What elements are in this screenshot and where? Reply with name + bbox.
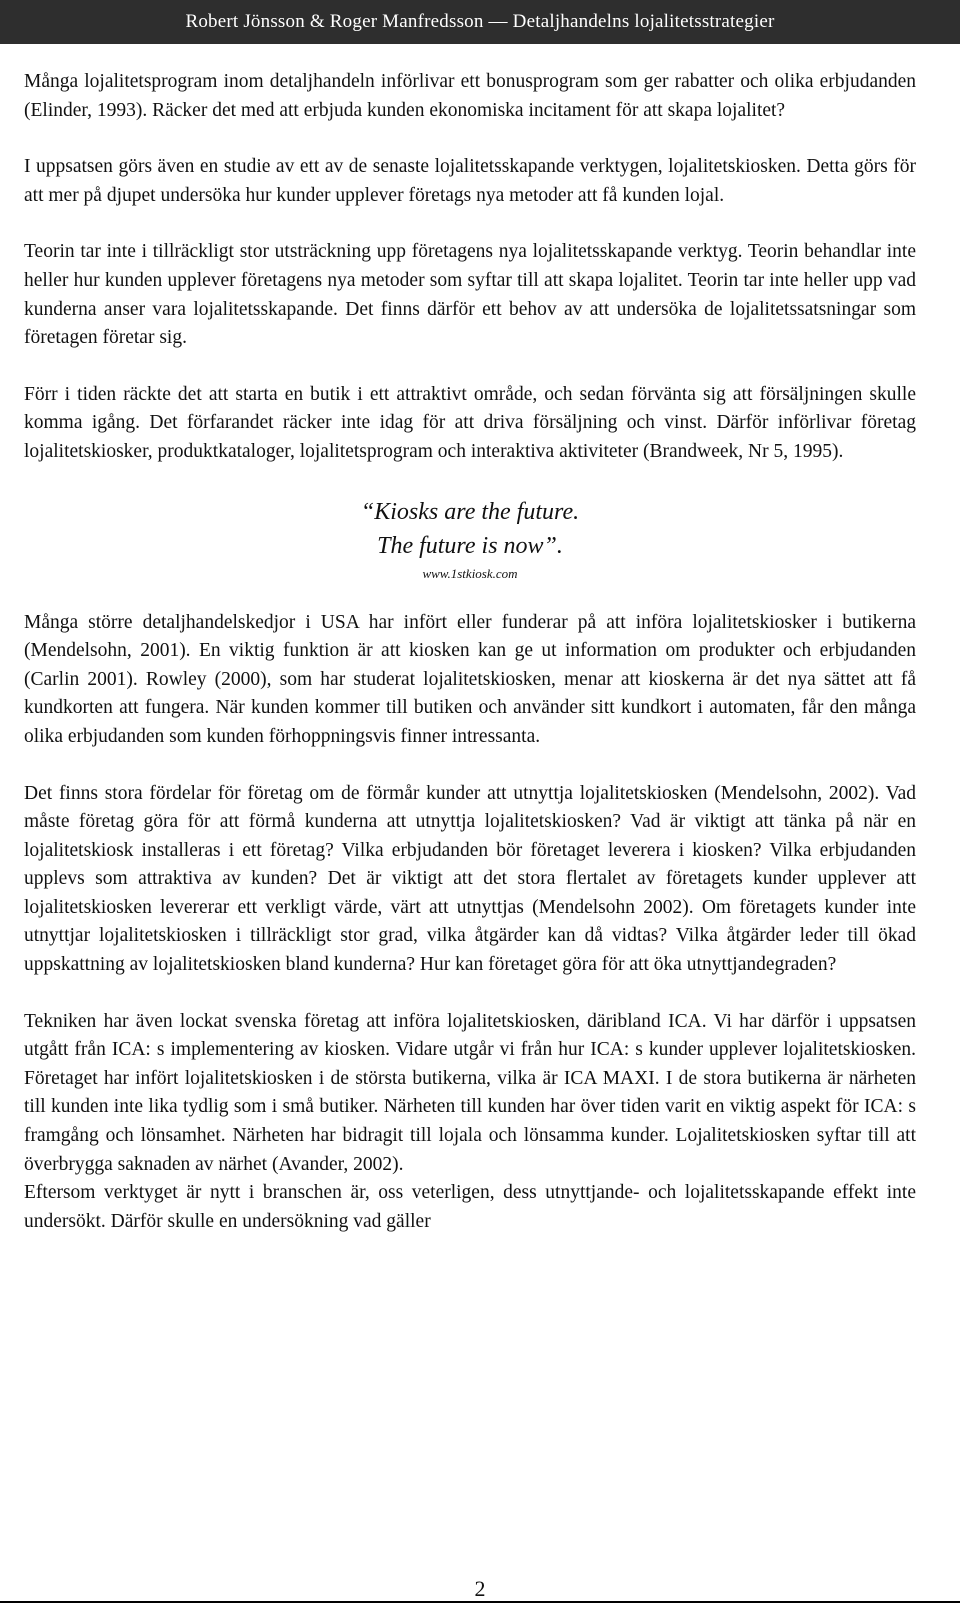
paragraph-usa-chains: Många större detaljhandelskedjor i USA har infört eller funderar på att införa lojalitetskiosker i butikerna (Mendelsohn, 2001). En viktig funktion är att kiosken kan ge ut information om produkter och erbjudanden (Carlin 2001). Rowley (2000), som har studerat lojalitetskiosken, menar att kioskerna är det nya sättet att få kundkorten att fungera. När kunden kommer till butiken och använder sitt kundkort i automaten, får den många olika erbjudanden som kunden förhoppningsvis finner intressanta. bbox=[24, 611, 916, 747]
paragraph-theory-gap: Teorin tar inte i tillräckligt stor utsträckning upp företagens nya lojalitetsskapande verktyg. Teorin behandlar inte heller hur kunden upplever företagens nya metoder som syftar till att skapa lojalitet. Teorin tar inte heller upp vad kunderna anser vara lojalitetsskapande. Det finns därför ett behov av att undersöka de lojalitetssatsningar som företagen företar sig. bbox=[24, 241, 916, 349]
paragraph-retail-history: Förr i tiden räckte det att starta en butik i ett attraktivt område, och sedan förvänta sig att försäljningen skulle komma igång. Det förfarandet räcker inte idag för att driva försäljning och vinst. Därför införlivar företag lojalitetskiosker, produktkataloger, lojalitetsprogram och interaktiva aktiviteter (Brandweek, Nr 5, 1995). bbox=[24, 383, 916, 462]
footer-rule bbox=[0, 1601, 960, 1603]
quote-line-1: “Kiosks are the future. bbox=[360, 498, 580, 525]
quote-source: www.1stkiosk.com bbox=[422, 565, 518, 581]
paragraph-kiosk-study: I uppsatsen görs även en studie av ett av de senaste lojalitetsskapande verktygen, lojalitetskiosken. Detta görs för att mer på djupet undersöka hur kunder upplever företags nya metoder att få kunden lojal. bbox=[24, 156, 916, 206]
paragraph-new-tool: Eftersom verktyget är nytt i branschen är, oss veterligen, dess utnyttjande- och lojalitetsskapande effekt inte undersökt. Därför skulle en undersökning vad gäller bbox=[24, 1182, 916, 1232]
paragraph-ica-implementation: Tekniken har även lockat svenska företag att införa lojalitetskiosken, däribland ICA. Vi har därför i uppsatsen utgått från ICA: s implementering av kiosken. Vidare utgår vi från hur ICA: s kunder upplever lojalitetskiosken. Företaget har infört lojalitetskiosken i de största butikerna, vilka är ICA MAXI. I de stora butikerna är närheten till kunden inte lika tydlig som i små butiker. Närheten till kunden har över tiden varit en viktig aspekt för ICA: s framgång och lönsamhet. Närheten har bidragit till lojala och lönsamma kunder. Lojalitetskiosken syftar till att överbrygga saknaden av närhet (Avander, 2002). bbox=[24, 1010, 916, 1175]
paragraph-bonus-programs: Många lojalitetsprogram inom detaljhandeln införlivar ett bonusprogram som ger rabatter och olika erbjudanden (Elinder, 1993). Räcker det med att erbjuda kunden ekonomiska incitament för att skapa lojalitet? bbox=[24, 71, 916, 121]
kiosk-quote bbox=[24, 495, 916, 583]
paragraph-advantages-questions: Det finns stora fördelar för företag om de förmår kunder att utnyttja lojalitetskiosken (Mendelsohn, 2002). Vad måste företag göra för att förmå kunderna att utnyttja lojalitetskiosken? Vad är viktigt att tänka på när en lojalitetskiosk installeras i ett företag? Vilka erbjudanden bör företaget leverera i kiosken? Vilka erbjudanden upplevs som attraktiva av kunden? Det är viktigt att det stora flertalet av företagets kunder upplever att lojalitetskiosken levererar ett verkligt värde, värt att utnyttjas (Mendelsohn 2002). Om företagets kunder inte utnyttjar lojalitetskiosken i tillräckligt stor grad, vilka åtgärder kan då vidtas? Vilka åtgärder leder till ökad uppskattning av lojalitetskiosken bland kunderna? Hur kan företaget göra för att öka utnyttjandegraden? bbox=[24, 782, 916, 976]
page-number: 2 bbox=[474, 1576, 486, 1601]
quote-line-2: The future is now”. bbox=[377, 532, 563, 559]
page-body bbox=[24, 68, 916, 1236]
running-header: Robert Jönsson & Roger Manfredsson — Detaljhandelns lojalitetsstrategier bbox=[0, 0, 960, 44]
